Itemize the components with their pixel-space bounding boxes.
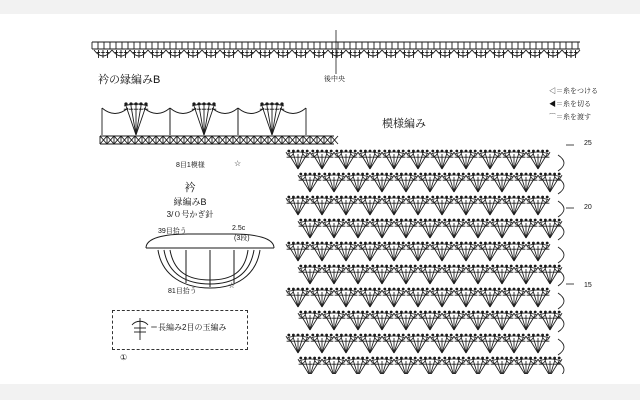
size-3-rows-label: (3段) (234, 235, 250, 242)
star-marker-top: ☆ (234, 159, 242, 168)
top-scallop-border (24, 28, 616, 78)
size-2-5-label: 2.5c (232, 225, 246, 232)
collar-sub: 縁編みB (173, 197, 207, 207)
row-marker-15: 15 (584, 282, 592, 289)
hook-size: 3/０号かぎ針 (166, 210, 214, 219)
pattern-title: 模様編み (382, 118, 426, 130)
repeat-label: 8目1模様 (176, 162, 205, 169)
collar-neckline-drawing (140, 230, 280, 300)
row-marker-20: 20 (584, 204, 592, 211)
legend-item-0: ◁＝糸をつける (549, 88, 598, 95)
row-marker-25: 25 (584, 140, 592, 147)
legend-box (549, 86, 598, 125)
collar-edging-b-title: 衿の縁編みB (98, 74, 161, 86)
star-marker-collar: ☆ (228, 281, 236, 290)
legend-item-2: ⌒＝糸を渡す (549, 114, 591, 121)
collar-title: 衿 (184, 182, 196, 194)
back-center-leader (329, 30, 343, 76)
row-one-label: ① (120, 353, 128, 362)
bobble-symbol-icon (128, 316, 152, 342)
top-band (0, 0, 640, 14)
legend-item-1: ◀＝糸を切る (549, 101, 591, 108)
stitches-81-label: 81目拾う (168, 288, 197, 295)
bottom-band (0, 384, 640, 400)
stitches-39-label: 39目拾う (158, 228, 187, 235)
pattern-sheet (24, 14, 616, 384)
bobble-note-text: ＝長編み2目の玉編み (150, 323, 227, 332)
pattern-chart (276, 134, 576, 374)
back-center-label: 後中央 (324, 76, 345, 83)
